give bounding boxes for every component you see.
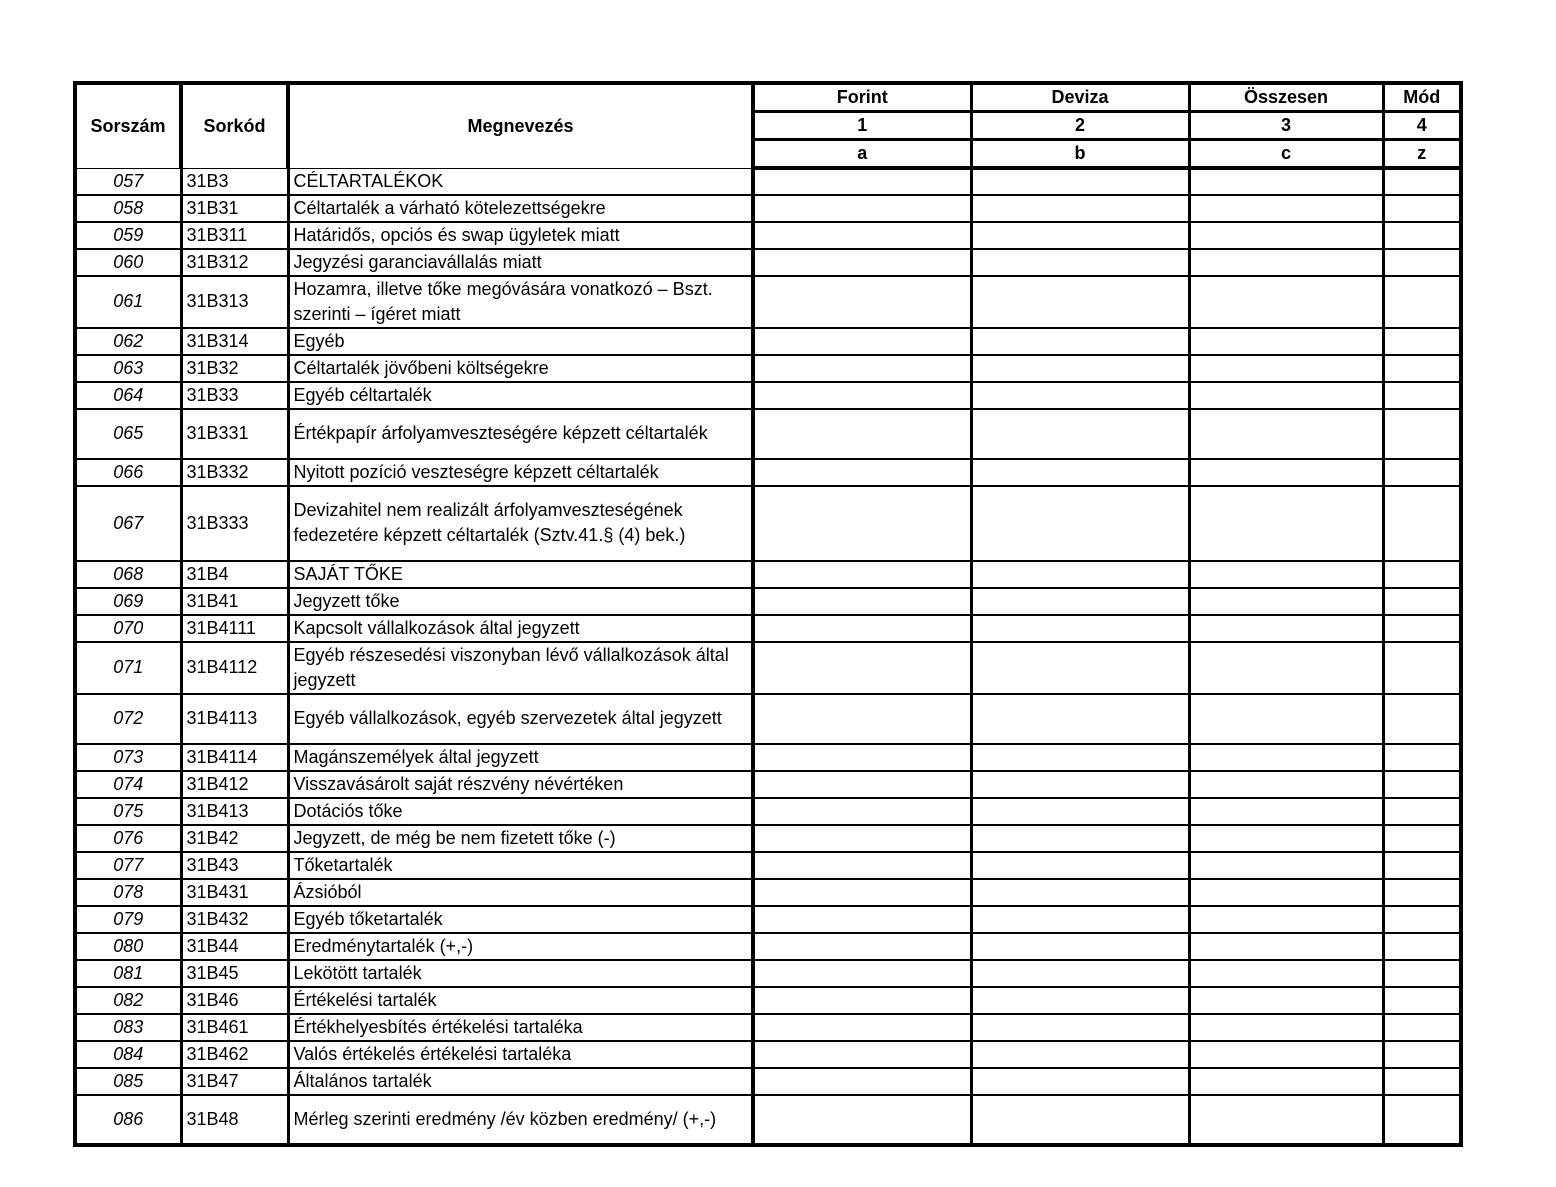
cell-forint[interactable] bbox=[753, 1041, 971, 1068]
row-name: Eredménytartalék (+,-) bbox=[288, 933, 753, 960]
cell-mod[interactable] bbox=[1383, 960, 1461, 987]
table-row bbox=[75, 798, 1461, 825]
cell-mod[interactable] bbox=[1383, 328, 1461, 355]
row-number: 082 bbox=[75, 987, 181, 1014]
row-code: 31B3 bbox=[181, 168, 288, 195]
cell-deviza[interactable] bbox=[971, 798, 1189, 825]
cell-osszesen[interactable] bbox=[1189, 1095, 1383, 1145]
cell-deviza[interactable] bbox=[971, 486, 1189, 561]
cell-forint[interactable] bbox=[753, 771, 971, 798]
cell-mod[interactable] bbox=[1383, 561, 1461, 588]
row-name: Kapcsolt vállalkozások által jegyzett bbox=[288, 615, 753, 642]
cell-deviza[interactable] bbox=[971, 1041, 1189, 1068]
cell-mod[interactable] bbox=[1383, 798, 1461, 825]
table-row bbox=[75, 771, 1461, 798]
header-num-deviza: 2 bbox=[971, 112, 1189, 140]
row-number: 078 bbox=[75, 879, 181, 906]
row-name: Céltartalék a várható kötelezettségekre bbox=[288, 195, 753, 222]
cell-forint[interactable] bbox=[753, 168, 971, 195]
balance-sheet-table bbox=[73, 81, 1463, 1147]
cell-osszesen[interactable] bbox=[1189, 744, 1383, 771]
row-name: Jegyzett tőke bbox=[288, 588, 753, 615]
cell-forint[interactable] bbox=[753, 987, 971, 1014]
row-name: Egyéb tőketartalék bbox=[288, 906, 753, 933]
cell-mod[interactable] bbox=[1383, 276, 1461, 328]
table-row bbox=[75, 222, 1461, 249]
row-name: Határidős, opciós és swap ügyletek miatt bbox=[288, 222, 753, 249]
cell-mod[interactable] bbox=[1383, 615, 1461, 642]
cell-deviza[interactable] bbox=[971, 744, 1189, 771]
row-name: Értékhelyesbítés értékelési tartaléka bbox=[288, 1014, 753, 1041]
cell-mod[interactable] bbox=[1383, 249, 1461, 276]
row-number: 061 bbox=[75, 276, 181, 328]
row-number: 083 bbox=[75, 1014, 181, 1041]
row-number: 077 bbox=[75, 852, 181, 879]
row-code: 31B314 bbox=[181, 328, 288, 355]
row-number: 084 bbox=[75, 1041, 181, 1068]
cell-osszesen[interactable] bbox=[1189, 694, 1383, 744]
cell-forint[interactable] bbox=[753, 1095, 971, 1145]
cell-mod[interactable] bbox=[1383, 382, 1461, 409]
cell-osszesen[interactable] bbox=[1189, 409, 1383, 459]
cell-forint[interactable] bbox=[753, 960, 971, 987]
cell-forint[interactable] bbox=[753, 615, 971, 642]
cell-forint[interactable] bbox=[753, 1068, 971, 1095]
table-row bbox=[75, 382, 1461, 409]
cell-deviza[interactable] bbox=[971, 382, 1189, 409]
cell-forint[interactable] bbox=[753, 459, 971, 486]
table-row bbox=[75, 960, 1461, 987]
table-row bbox=[75, 195, 1461, 222]
cell-forint[interactable] bbox=[753, 694, 971, 744]
cell-mod[interactable] bbox=[1383, 486, 1461, 561]
header-num-forint: 1 bbox=[753, 112, 971, 140]
row-number: 067 bbox=[75, 486, 181, 561]
row-name: Jegyzett, de még be nem fizetett tőke (-) bbox=[288, 825, 753, 852]
row-number: 059 bbox=[75, 222, 181, 249]
row-code: 31B312 bbox=[181, 249, 288, 276]
row-code: 31B431 bbox=[181, 879, 288, 906]
cell-osszesen[interactable] bbox=[1189, 798, 1383, 825]
row-name: Értékelési tartalék bbox=[288, 987, 753, 1014]
header-sorkod: Sorkód bbox=[181, 83, 288, 168]
row-name: Tőketartalék bbox=[288, 852, 753, 879]
cell-deviza[interactable] bbox=[971, 328, 1189, 355]
table-row bbox=[75, 744, 1461, 771]
row-name: Mérleg szerinti eredmény /év közben eredmény/ (+,-) bbox=[288, 1095, 753, 1145]
cell-deviza[interactable] bbox=[971, 222, 1189, 249]
cell-osszesen[interactable] bbox=[1189, 642, 1383, 694]
row-code: 31B333 bbox=[181, 486, 288, 561]
row-number: 086 bbox=[75, 1095, 181, 1145]
row-number: 069 bbox=[75, 588, 181, 615]
row-code: 31B33 bbox=[181, 382, 288, 409]
cell-deviza[interactable] bbox=[971, 1014, 1189, 1041]
row-number: 057 bbox=[75, 168, 181, 195]
table-row bbox=[75, 561, 1461, 588]
cell-osszesen[interactable] bbox=[1189, 276, 1383, 328]
cell-forint[interactable] bbox=[753, 409, 971, 459]
cell-osszesen[interactable] bbox=[1189, 588, 1383, 615]
cell-osszesen[interactable] bbox=[1189, 879, 1383, 906]
cell-forint[interactable] bbox=[753, 933, 971, 960]
table-row bbox=[75, 642, 1461, 694]
cell-mod[interactable] bbox=[1383, 879, 1461, 906]
row-name: Ázsióból bbox=[288, 879, 753, 906]
row-code: 31B413 bbox=[181, 798, 288, 825]
row-name: Lekötött tartalék bbox=[288, 960, 753, 987]
cell-osszesen[interactable] bbox=[1189, 459, 1383, 486]
row-number: 073 bbox=[75, 744, 181, 771]
table-row bbox=[75, 1041, 1461, 1068]
cell-mod[interactable] bbox=[1383, 355, 1461, 382]
row-number: 074 bbox=[75, 771, 181, 798]
row-code: 31B462 bbox=[181, 1041, 288, 1068]
cell-deviza[interactable] bbox=[971, 694, 1189, 744]
cell-osszesen[interactable] bbox=[1189, 615, 1383, 642]
table-header bbox=[75, 83, 1461, 168]
row-number: 070 bbox=[75, 615, 181, 642]
header-col-mod: Mód bbox=[1383, 83, 1461, 112]
cell-forint[interactable] bbox=[753, 328, 971, 355]
cell-forint[interactable] bbox=[753, 906, 971, 933]
row-code: 31B4112 bbox=[181, 642, 288, 694]
row-code: 31B4113 bbox=[181, 694, 288, 744]
row-name: Visszavásárolt saját részvény névértéken bbox=[288, 771, 753, 798]
table-row bbox=[75, 694, 1461, 744]
cell-deviza[interactable] bbox=[971, 409, 1189, 459]
row-code: 31B331 bbox=[181, 409, 288, 459]
cell-deviza[interactable] bbox=[971, 195, 1189, 222]
cell-deviza[interactable] bbox=[971, 1095, 1189, 1145]
cell-forint[interactable] bbox=[753, 561, 971, 588]
row-number: 064 bbox=[75, 382, 181, 409]
row-name: Értékpapír árfolyamveszteségére képzett céltartalék bbox=[288, 409, 753, 459]
table-row bbox=[75, 486, 1461, 561]
row-code: 31B311 bbox=[181, 222, 288, 249]
table-row bbox=[75, 987, 1461, 1014]
table-row bbox=[75, 328, 1461, 355]
cell-osszesen[interactable] bbox=[1189, 1014, 1383, 1041]
cell-forint[interactable] bbox=[753, 249, 971, 276]
table-row bbox=[75, 825, 1461, 852]
cell-mod[interactable] bbox=[1383, 168, 1461, 195]
row-name: Céltartalék jövőbeni költségekre bbox=[288, 355, 753, 382]
cell-deviza[interactable] bbox=[971, 879, 1189, 906]
row-name: Egyéb vállalkozások, egyéb szervezetek által jegyzett bbox=[288, 694, 753, 744]
header-num-osszesen: 3 bbox=[1189, 112, 1383, 140]
cell-mod[interactable] bbox=[1383, 825, 1461, 852]
cell-mod[interactable] bbox=[1383, 459, 1461, 486]
cell-forint[interactable] bbox=[753, 276, 971, 328]
row-number: 065 bbox=[75, 409, 181, 459]
row-number: 075 bbox=[75, 798, 181, 825]
row-number: 080 bbox=[75, 933, 181, 960]
cell-deviza[interactable] bbox=[971, 933, 1189, 960]
row-code: 31B461 bbox=[181, 1014, 288, 1041]
cell-mod[interactable] bbox=[1383, 588, 1461, 615]
table-row bbox=[75, 409, 1461, 459]
cell-osszesen[interactable] bbox=[1189, 328, 1383, 355]
cell-mod[interactable] bbox=[1383, 987, 1461, 1014]
cell-forint[interactable] bbox=[753, 486, 971, 561]
row-number: 066 bbox=[75, 459, 181, 486]
table-row bbox=[75, 933, 1461, 960]
table-row bbox=[75, 168, 1461, 195]
cell-deviza[interactable] bbox=[971, 588, 1189, 615]
table-row bbox=[75, 355, 1461, 382]
row-code: 31B4114 bbox=[181, 744, 288, 771]
cell-forint[interactable] bbox=[753, 798, 971, 825]
row-name: Egyéb bbox=[288, 328, 753, 355]
row-number: 058 bbox=[75, 195, 181, 222]
header-letter-mod: z bbox=[1383, 140, 1461, 169]
table-row bbox=[75, 276, 1461, 328]
cell-mod[interactable] bbox=[1383, 1095, 1461, 1145]
row-code: 31B4 bbox=[181, 561, 288, 588]
row-name: SAJÁT TŐKE bbox=[288, 561, 753, 588]
header-col-osszesen: Összesen bbox=[1189, 83, 1383, 112]
cell-deviza[interactable] bbox=[971, 642, 1189, 694]
row-code: 31B332 bbox=[181, 459, 288, 486]
row-name: Egyéb céltartalék bbox=[288, 382, 753, 409]
cell-osszesen[interactable] bbox=[1189, 1068, 1383, 1095]
cell-deviza[interactable] bbox=[971, 906, 1189, 933]
cell-deviza[interactable] bbox=[971, 561, 1189, 588]
row-code: 31B412 bbox=[181, 771, 288, 798]
cell-mod[interactable] bbox=[1383, 744, 1461, 771]
row-name: Valós értékelés értékelési tartaléka bbox=[288, 1041, 753, 1068]
cell-forint[interactable] bbox=[753, 222, 971, 249]
row-number: 063 bbox=[75, 355, 181, 382]
header-letter-osszesen: c bbox=[1189, 140, 1383, 169]
cell-deviza[interactable] bbox=[971, 987, 1189, 1014]
cell-forint[interactable] bbox=[753, 195, 971, 222]
cell-deviza[interactable] bbox=[971, 168, 1189, 195]
table-row bbox=[75, 459, 1461, 486]
cell-osszesen[interactable] bbox=[1189, 771, 1383, 798]
row-code: 31B31 bbox=[181, 195, 288, 222]
row-name: Általános tartalék bbox=[288, 1068, 753, 1095]
cell-mod[interactable] bbox=[1383, 694, 1461, 744]
header-sorszam: Sorszám bbox=[75, 83, 181, 168]
cell-deviza[interactable] bbox=[971, 825, 1189, 852]
row-name: Hozamra, illetve tőke megóvására vonatkozó – Bszt. szerinti – ígéret miatt bbox=[288, 276, 753, 328]
header-num-mod: 4 bbox=[1383, 112, 1461, 140]
cell-osszesen[interactable] bbox=[1189, 195, 1383, 222]
row-number: 062 bbox=[75, 328, 181, 355]
cell-mod[interactable] bbox=[1383, 933, 1461, 960]
cell-osszesen[interactable] bbox=[1189, 561, 1383, 588]
cell-mod[interactable] bbox=[1383, 642, 1461, 694]
cell-forint[interactable] bbox=[753, 588, 971, 615]
cell-mod[interactable] bbox=[1383, 222, 1461, 249]
cell-forint[interactable] bbox=[753, 355, 971, 382]
cell-deviza[interactable] bbox=[971, 1068, 1189, 1095]
cell-osszesen[interactable] bbox=[1189, 987, 1383, 1014]
cell-osszesen[interactable] bbox=[1189, 168, 1383, 195]
cell-mod[interactable] bbox=[1383, 1014, 1461, 1041]
row-code: 31B41 bbox=[181, 588, 288, 615]
row-name: Nyitott pozíció veszteségre képzett céltartalék bbox=[288, 459, 753, 486]
row-number: 071 bbox=[75, 642, 181, 694]
header-letter-deviza: b bbox=[971, 140, 1189, 169]
table-row bbox=[75, 852, 1461, 879]
row-code: 31B44 bbox=[181, 933, 288, 960]
cell-forint[interactable] bbox=[753, 642, 971, 694]
cell-deviza[interactable] bbox=[971, 615, 1189, 642]
row-number: 072 bbox=[75, 694, 181, 744]
cell-osszesen[interactable] bbox=[1189, 249, 1383, 276]
cell-osszesen[interactable] bbox=[1189, 222, 1383, 249]
row-code: 31B32 bbox=[181, 355, 288, 382]
cell-forint[interactable] bbox=[753, 382, 971, 409]
row-code: 31B48 bbox=[181, 1095, 288, 1145]
cell-deviza[interactable] bbox=[971, 276, 1189, 328]
cell-osszesen[interactable] bbox=[1189, 852, 1383, 879]
table-row bbox=[75, 615, 1461, 642]
table-row bbox=[75, 1095, 1461, 1145]
cell-osszesen[interactable] bbox=[1189, 486, 1383, 561]
table-row bbox=[75, 249, 1461, 276]
cell-deviza[interactable] bbox=[971, 960, 1189, 987]
cell-forint[interactable] bbox=[753, 879, 971, 906]
row-number: 068 bbox=[75, 561, 181, 588]
header-col-forint: Forint bbox=[753, 83, 971, 112]
cell-osszesen[interactable] bbox=[1189, 1041, 1383, 1068]
cell-mod[interactable] bbox=[1383, 771, 1461, 798]
cell-mod[interactable] bbox=[1383, 1041, 1461, 1068]
row-code: 31B47 bbox=[181, 1068, 288, 1095]
header-megnevezes: Megnevezés bbox=[288, 83, 753, 168]
row-code: 31B43 bbox=[181, 852, 288, 879]
row-code: 31B313 bbox=[181, 276, 288, 328]
row-code: 31B432 bbox=[181, 906, 288, 933]
row-name: CÉLTARTALÉKOK bbox=[288, 168, 753, 195]
cell-osszesen[interactable] bbox=[1189, 355, 1383, 382]
row-number: 076 bbox=[75, 825, 181, 852]
cell-mod[interactable] bbox=[1383, 409, 1461, 459]
table-row bbox=[75, 906, 1461, 933]
cell-deviza[interactable] bbox=[971, 459, 1189, 486]
row-number: 060 bbox=[75, 249, 181, 276]
table-row bbox=[75, 1068, 1461, 1095]
row-code: 31B42 bbox=[181, 825, 288, 852]
header-letter-forint: a bbox=[753, 140, 971, 169]
cell-forint[interactable] bbox=[753, 1014, 971, 1041]
table-row bbox=[75, 879, 1461, 906]
cell-mod[interactable] bbox=[1383, 906, 1461, 933]
cell-mod[interactable] bbox=[1383, 195, 1461, 222]
cell-mod[interactable] bbox=[1383, 852, 1461, 879]
cell-osszesen[interactable] bbox=[1189, 825, 1383, 852]
row-number: 081 bbox=[75, 960, 181, 987]
row-name: Magánszemélyek által jegyzett bbox=[288, 744, 753, 771]
row-name: Dotációs tőke bbox=[288, 798, 753, 825]
cell-osszesen[interactable] bbox=[1189, 933, 1383, 960]
row-number: 079 bbox=[75, 906, 181, 933]
table-row bbox=[75, 1014, 1461, 1041]
cell-deviza[interactable] bbox=[971, 771, 1189, 798]
cell-deviza[interactable] bbox=[971, 355, 1189, 382]
row-number: 085 bbox=[75, 1068, 181, 1095]
cell-forint[interactable] bbox=[753, 744, 971, 771]
table-body bbox=[75, 168, 1461, 1145]
cell-osszesen[interactable] bbox=[1189, 382, 1383, 409]
cell-forint[interactable] bbox=[753, 852, 971, 879]
row-code: 31B46 bbox=[181, 987, 288, 1014]
cell-deviza[interactable] bbox=[971, 852, 1189, 879]
row-name: Egyéb részesedési viszonyban lévő vállalkozások által jegyzett bbox=[288, 642, 753, 694]
cell-deviza[interactable] bbox=[971, 249, 1189, 276]
cell-forint[interactable] bbox=[753, 825, 971, 852]
row-name: Jegyzési garanciavállalás miatt bbox=[288, 249, 753, 276]
cell-mod[interactable] bbox=[1383, 1068, 1461, 1095]
row-name: Devizahitel nem realizált árfolyamveszteségének fedezetére képzett céltartalék (Sztv.41.§ (4) bek.) bbox=[288, 486, 753, 561]
row-code: 31B4111 bbox=[181, 615, 288, 642]
table-row bbox=[75, 588, 1461, 615]
cell-osszesen[interactable] bbox=[1189, 906, 1383, 933]
row-code: 31B45 bbox=[181, 960, 288, 987]
cell-osszesen[interactable] bbox=[1189, 960, 1383, 987]
header-col-deviza: Deviza bbox=[971, 83, 1189, 112]
